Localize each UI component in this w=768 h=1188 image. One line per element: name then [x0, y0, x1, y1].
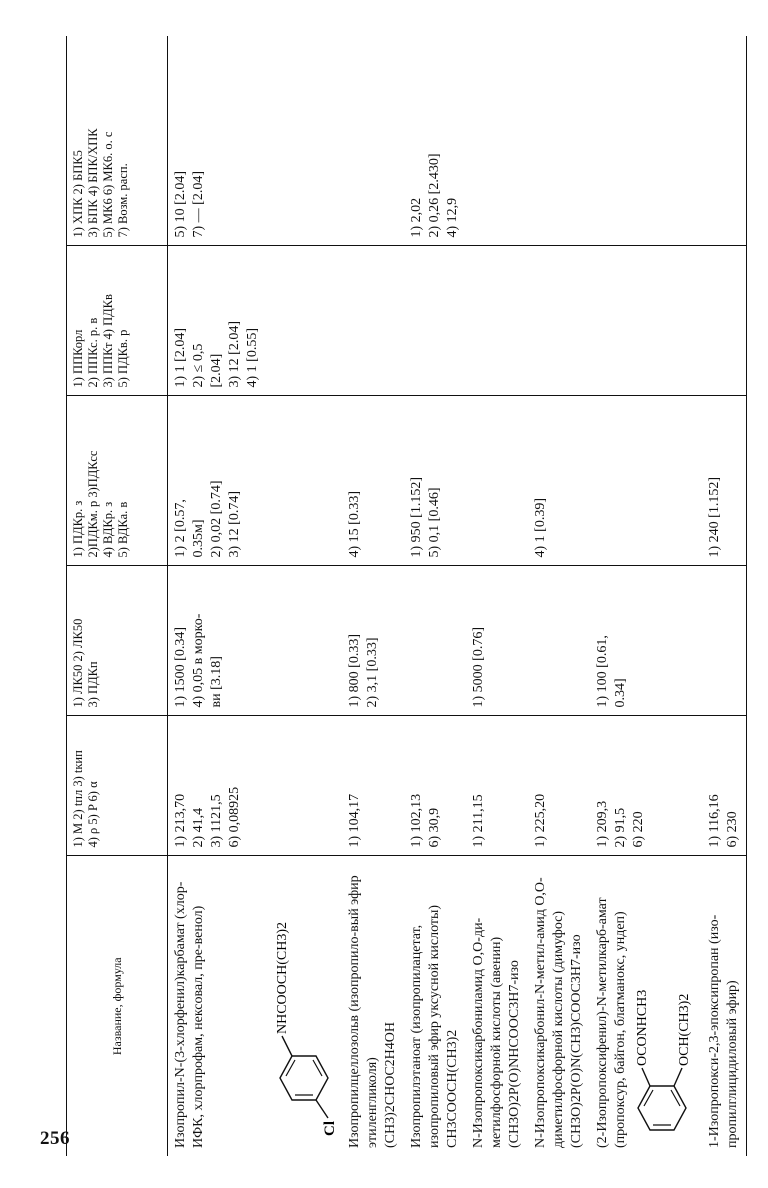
cell-hpk: 5) 10 [2.04] 7) — [2.04]: [173, 171, 206, 238]
table-row: [342, 36, 404, 1156]
cell-structure: [266, 856, 342, 1156]
cell-props: 1) 209,3 2) 91,5 6) 220: [590, 716, 702, 856]
cell-pdk: 1) 950 [1.152] 5) 0,1 [0.46]: [404, 396, 466, 566]
cell-hpk: 1) 2,02 2) 0,26 [2.430] 4) 12,9: [409, 153, 460, 238]
table-row: [528, 36, 590, 1156]
header-ppk: 1) ППКорл 2) ППКс. р. в 3) ППКт 4) ПДКв 5) ПДКв. р: [67, 246, 168, 396]
cell-props: 1) 211,15: [466, 716, 528, 856]
cell-props: 1) 102,13 6) 30,9: [404, 716, 466, 856]
cell-pdk: 1) 240 [1.152]: [702, 396, 747, 566]
cell-lk: 1) 1500 [0.34] 4) 0,05 в морко- ви [3.18]: [168, 566, 267, 716]
table-row: [404, 36, 466, 1156]
structure-cl: Cl: [322, 1121, 338, 1136]
structure-substituent: NHCOOCH(CH3)2: [275, 922, 290, 1034]
cell-ppk: 1) 1 [2.04] 2) ≤ 0,5 [2.04] 3) 12 [2.04] 4) 1 [0.55]: [168, 246, 267, 396]
cell-name: Изопропил-N-(3-хлорфенил)карбамат (хлор-ИФК, хлорпрофам, нексовал, пре-венол): [168, 856, 267, 1156]
page-number: 256: [40, 1128, 70, 1149]
chlorophenyl-structure: [272, 868, 336, 1148]
cell-name: Изопропилцеллозольв (изопропило-вый эфир этиленгликоля) (CH3)2CHOC2H4OH: [342, 856, 404, 1156]
table-row: [168, 36, 267, 1156]
cell-props: 1) 116,16 6) 230: [702, 716, 747, 856]
cell-name: Изопропилэтаноат (изопропилацетат, изопропиловый эфир уксусной кислоты) CH3COOCH(CH3)2: [404, 856, 466, 1156]
cell-lk: 1) 800 [0.33] 2) 3,1 [0.33]: [342, 566, 404, 716]
header-hpk: 1) ХПК 2) БПК5 3) БПК 4) БПК/ХПК 5) МК6 6) МК6. о. с 7) Возм. расп.: [67, 36, 168, 246]
benzene-ring: [638, 1086, 686, 1130]
header-lk: 1) ЛК50 2) ЛК50 3) ПДКп: [67, 566, 168, 716]
table-row: [466, 36, 528, 1156]
cell-props: 1) 104,17: [342, 716, 404, 856]
table-row: [590, 36, 702, 1156]
cell-name: N-Изопропоксикарбониламид O,O-ди-метилфосфорной кислоты (авенин) (CH3O)2P(O)NHCOOC3H7-изо: [466, 856, 528, 1156]
table-row-structure: [266, 36, 342, 1156]
cell-props: 1) 213,70 2) 41,4 3) 1121,5 6) 0,08925: [168, 716, 267, 856]
table-row: [702, 36, 747, 1156]
rotated-table-container: [66, 36, 740, 1156]
header-pdk: 1) ПДКр. з 2)ПДКм. р 3)ПДКсс 4) ВДКр. з 5) ВДКа. в: [67, 396, 168, 566]
cell-name: 1-Изопропокси-2,3-эпоксипропан (изо-пропилглицидиловый эфир): [702, 856, 747, 1156]
header-name: Название, формула: [67, 856, 168, 1156]
header-props: 1) M 2) tпл 3) tкип 4) ρ 5) P 6) α: [67, 716, 168, 856]
structure-substituent: OCONHCH3: [635, 989, 650, 1066]
cell-lk: 1) 5000 [0.76]: [466, 566, 528, 716]
cell-pdk: 1) 2 [0.57, 0.35м] 2) 0,02 [0.74] 3) 12 [0.74]: [168, 396, 267, 566]
structure-substituent-2: OCH(CH3)2: [677, 993, 692, 1066]
cell-lk: 1) 100 [0.61, 0.34]: [590, 566, 702, 716]
cell-pdk: 4) 15 [0.33]: [342, 396, 404, 566]
cell-pdk: 4) 1 [0.39]: [528, 396, 590, 566]
isopropoxyphenyl-structure: [632, 868, 692, 1148]
cell-name: (2-Изопропоксифенил)-N-метилкарб-амат (пропоксур, байгон, блатманокс, ундеп) OCONHCH3 OCH(CH3)2: [590, 856, 702, 1156]
benzene-ring: [280, 1056, 328, 1100]
cell-props: 1) 225,20: [528, 716, 590, 856]
cell-name: N-Изопропоксикарбонил-N-метил-амид O,O-диметилфосфорной кислоты (димуфос) (CH3O)2P(O)N(CH3)COOC3H7-изо: [528, 856, 590, 1156]
toxicology-table: [66, 36, 747, 1156]
